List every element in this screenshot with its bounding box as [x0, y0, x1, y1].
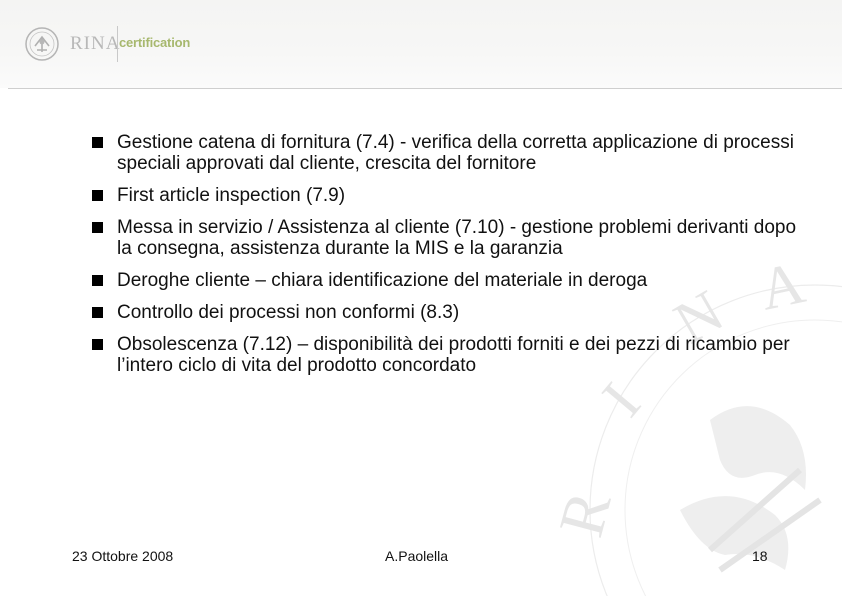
footer-date: 23 Ottobre 2008	[72, 548, 174, 564]
logo-divider	[117, 26, 118, 62]
square-bullet-icon	[92, 137, 103, 148]
square-bullet-icon	[92, 222, 103, 233]
list-item	[92, 132, 812, 174]
list-item	[92, 217, 812, 259]
square-bullet-icon	[92, 275, 103, 286]
bullet-text: Obsolescenza (7.12) – disponibilità dei prodotti forniti e dei pezzi di ricambio per l’intero ciclo di vita del prodotto concordato	[117, 334, 790, 376]
header-divider	[8, 88, 842, 89]
list-item	[92, 302, 812, 323]
bullet-text: First article inspection (7.9)	[117, 185, 346, 206]
bullet-text: Gestione catena di fornitura (7.4) - verifica della corretta applicazione di processi speciali approvati dal cliente, crescita del fornitore	[117, 132, 794, 174]
watermark-letter-r: R	[544, 484, 625, 544]
watermark-letter-n: N	[663, 277, 735, 357]
watermark-letter-a: A	[753, 249, 811, 323]
list-item	[92, 185, 812, 206]
bullet-text: Deroghe cliente – chiara identificazione del materiale in deroga	[117, 270, 648, 291]
watermark-letter-i: I	[589, 370, 653, 429]
logo-name: RINA	[70, 33, 121, 54]
square-bullet-icon	[92, 307, 103, 318]
list-item	[92, 334, 812, 376]
bullet-text: Controllo dei processi non conformi (8.3)	[117, 302, 460, 323]
square-bullet-icon	[92, 190, 103, 201]
rina-seal-logo-icon	[24, 26, 60, 62]
square-bullet-icon	[92, 339, 103, 350]
bullet-text: Messa in servizio / Assistenza al cliente (7.10) - gestione problemi derivanti dopo la consegna, assistenza durante la MIS e la garanzia	[117, 217, 797, 259]
list-item	[92, 270, 812, 291]
logo-subtitle: certification	[119, 35, 191, 50]
footer-author: A.Paolella	[385, 548, 449, 564]
bullet-list	[92, 132, 812, 387]
page-number: 18	[752, 548, 768, 564]
